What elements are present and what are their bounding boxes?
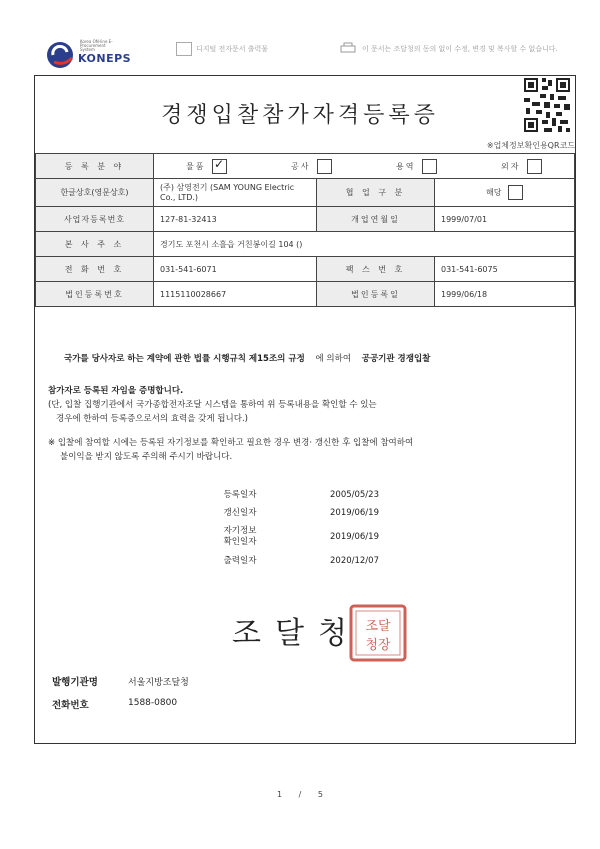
logo-subtext: Korea ON-line E-Procurement System — [80, 39, 113, 52]
issuer-name: 조달청 — [232, 616, 361, 651]
fax-value: 031-541-6075 — [435, 257, 575, 282]
bid-target: 공공기관 경쟁입찰 — [361, 354, 431, 364]
svg-text:청장: 청장 — [365, 638, 391, 653]
page-total: 5 — [317, 790, 323, 799]
address-value: 경기도 포천시 소흘읍 거친봉이길 104 () — [154, 232, 575, 257]
qr-code-label: ※업체정보확인용QR코드 — [486, 141, 575, 150]
field-label: 본 사 주 소 — [36, 232, 154, 257]
svg-text:조달: 조달 — [365, 619, 391, 634]
table-row — [36, 179, 575, 207]
cooperation-label: 해당 — [485, 188, 502, 197]
printer-icon — [340, 42, 356, 54]
category-foreign-checkbox — [527, 159, 542, 174]
certify-statement: 참가자로 등록된 자임을 증명합니다. — [48, 386, 184, 396]
field-label: 한글상호(영문상호) — [36, 179, 154, 207]
field-label: 법인등록번호 — [36, 282, 154, 307]
issuing-org-value: 서울지방조달청 — [128, 678, 189, 688]
issuing-org-label: 발행기관명 — [52, 677, 98, 688]
table-row — [36, 282, 575, 307]
validity-note-line: 경우에 한하여 등록증으로서의 효력을 갖게 됩니다.) — [56, 414, 248, 424]
caution-note-line: 불이익을 받지 않도록 주의해 주시기 바랍니다. — [60, 452, 233, 462]
field-label: 팩 스 번 호 — [317, 257, 435, 282]
tel-value: 1588-0800 — [128, 698, 178, 708]
date-value: 2019/06/19 — [330, 532, 379, 542]
field-label: 협 업 구 분 — [317, 179, 435, 207]
validity-note — [48, 398, 548, 426]
logo-text: KONEPS — [78, 52, 132, 65]
category-service-checkbox — [422, 159, 437, 174]
table-row — [36, 154, 575, 179]
category-goods-label: 물품 — [185, 161, 206, 171]
law-by: 에 의하여 — [315, 354, 352, 364]
company-name-value: (주) 삼영전기 (SAM YOUNG Electric Co., LTD.) — [154, 179, 317, 207]
corp-date-value: 1999/06/18 — [435, 282, 575, 307]
field-label: 사업자등록번호 — [36, 207, 154, 232]
date-label: 자기정보 확인일자 — [223, 526, 257, 547]
date-value: 2019/06/19 — [330, 508, 379, 518]
business-number-value: 127-81-32413 — [154, 207, 317, 232]
corp-number-value: 1115110028667 — [154, 282, 317, 307]
qr-code-icon — [522, 76, 572, 134]
tel-label: 전화번호 — [52, 700, 89, 711]
caution-note-line: ※ 입찰에 참여할 시에는 등록된 자기정보를 확인하고 필요한 경우 변경· 갱신한 후 입찰에 참여하여 — [48, 438, 414, 448]
table-row — [36, 232, 575, 257]
category-service-label: 용역 — [395, 161, 416, 171]
opening-date-value: 1999/07/01 — [435, 207, 575, 232]
page-indicator — [0, 790, 600, 799]
law-statement — [64, 352, 430, 364]
cooperation-cell — [435, 179, 575, 207]
date-label: 갱신일자 — [223, 508, 257, 518]
category-construction-label: 공사 — [290, 161, 311, 171]
date-label: 출력일자 — [223, 556, 257, 566]
category-cell — [154, 154, 575, 179]
validity-note-line: (단, 입찰 집행기관에서 국가종합전자조달 시스템을 통하여 위 등록내용을 확인할 수 있는 — [48, 400, 377, 410]
date-label: 등록일자 — [223, 490, 257, 500]
date-value: 2005/05/23 — [330, 490, 379, 500]
digital-doc-notice: 디지털 전자문서 출력물 — [196, 45, 269, 53]
field-label: 법인등록일 — [317, 282, 435, 307]
page-separator: / — [298, 790, 302, 799]
category-goods-checkbox — [212, 159, 227, 174]
copy-restriction-notice: 이 문서는 조달청의 동의 없이 수정, 변경 및 복사할 수 없습니다. — [362, 45, 558, 53]
table-row — [36, 257, 575, 282]
phone-value: 031-541-6071 — [154, 257, 317, 282]
date-value: 2020/12/07 — [330, 556, 379, 566]
category-foreign-label: 외자 — [500, 161, 521, 171]
law-reference: 국가를 당사자로 하는 계약에 관한 법률 시행규칙 제15조의 규정 — [64, 354, 305, 364]
document-icon — [176, 42, 192, 56]
table-row — [36, 207, 575, 232]
field-label: 등 록 분 야 — [36, 154, 154, 179]
field-label: 전 화 번 호 — [36, 257, 154, 282]
page-current: 1 — [277, 790, 283, 799]
category-construction-checkbox — [317, 159, 332, 174]
registration-info-table — [35, 153, 575, 307]
cooperation-checkbox — [508, 185, 523, 200]
caution-note — [48, 436, 558, 464]
field-label: 개업연월일 — [317, 207, 435, 232]
document-title: 경쟁입찰참가자격등록증 — [161, 103, 439, 128]
